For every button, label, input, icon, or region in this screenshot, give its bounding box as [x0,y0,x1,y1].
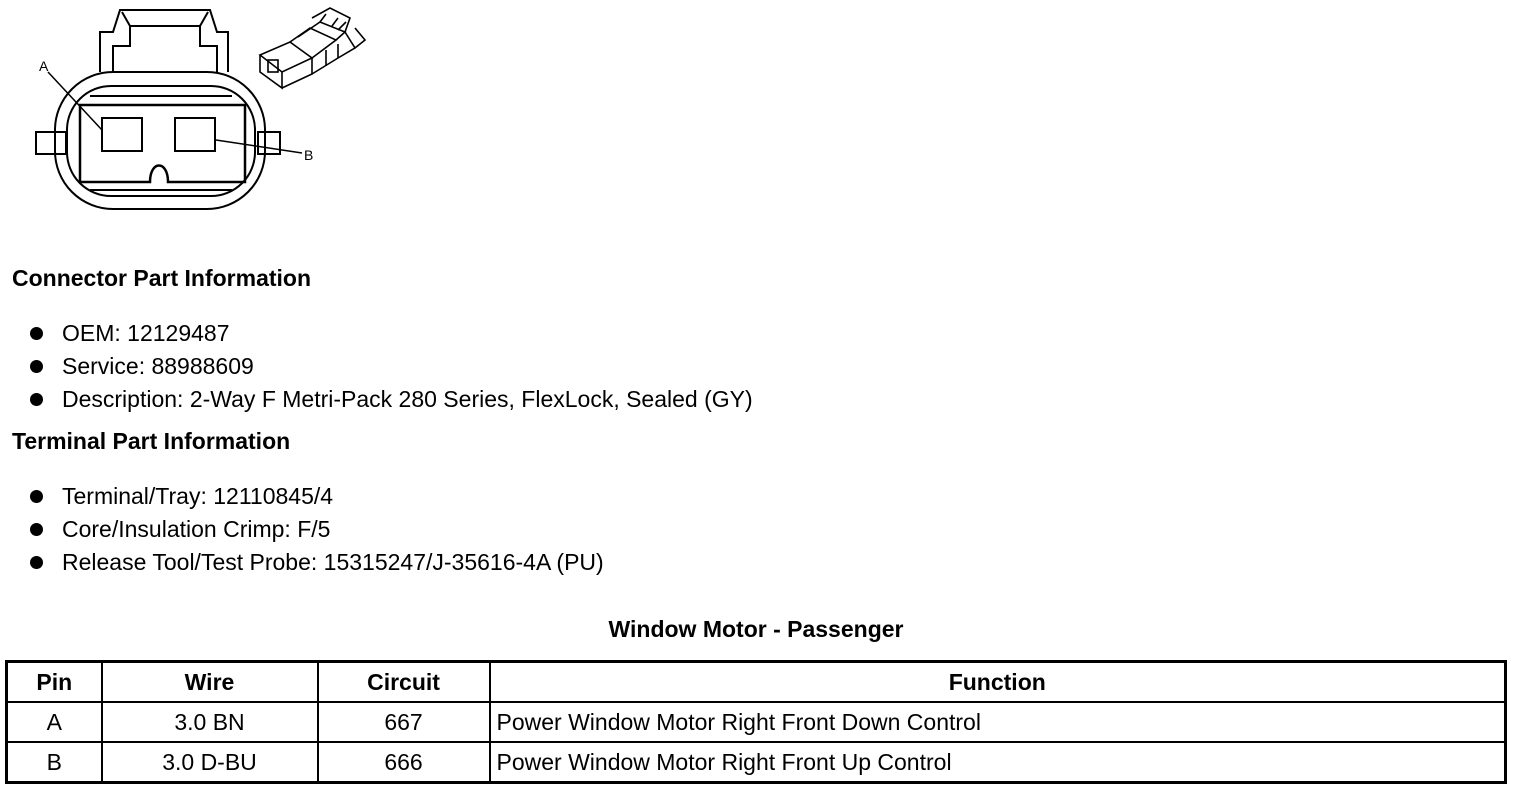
function-cell: Power Window Motor Right Front Down Control [490,702,1506,742]
oem-part-number: OEM: 12129487 [62,320,230,346]
function-column-header: Function [490,662,1506,703]
pin-cell: B [7,742,102,783]
circuit-cell: 666 [318,742,490,783]
table-row [7,742,1506,783]
wire-cell: 3.0 BN [102,702,318,742]
connector-part-heading: Connector Part Information [12,265,312,291]
list-item [28,481,604,514]
release-tool: Release Tool/Test Probe: 15315247/J-35616-4A (PU) [62,549,604,575]
pin-a-callout: A [39,58,49,74]
bullet-icon [30,523,43,536]
terminal-part-list [28,481,604,580]
pin-cell: A [7,702,102,742]
bullet-icon [30,360,43,373]
pin-table-title: Window Motor - Passenger [608,616,904,642]
connector-part-list [28,318,753,417]
service-part-number: Service: 88988609 [62,353,254,379]
bullet-icon [30,327,43,340]
list-item [28,318,753,351]
table-header-row [7,662,1506,703]
pin-table [5,660,1507,784]
bullet-icon [30,393,43,406]
circuit-cell: 667 [318,702,490,742]
crimp-info: Core/Insulation Crimp: F/5 [62,516,331,542]
terminal-b-cavity [175,118,215,151]
pin-column-header: Pin [7,662,102,703]
connector-description: Description: 2-Way F Metri-Pack 280 Series, FlexLock, Sealed (GY) [62,386,753,412]
circuit-column-header: Circuit [318,662,490,703]
wire-column-header: Wire [102,662,318,703]
table-row [7,702,1506,742]
terminal-a-cavity [102,118,142,151]
terminal-part-heading: Terminal Part Information [12,428,291,454]
list-item [28,351,753,384]
bullet-icon [30,490,43,503]
list-item [28,514,604,547]
function-cell: Power Window Motor Right Front Up Control [490,742,1506,783]
connector-face-view [36,10,302,209]
list-item [28,384,753,417]
bullet-icon [30,556,43,569]
connector-diagram [20,0,380,225]
list-item [28,547,604,580]
wire-cell: 3.0 D-BU [102,742,318,783]
pin-b-callout: B [304,147,314,163]
connector-3d-view [260,8,365,88]
terminal-tray: Terminal/Tray: 12110845/4 [62,483,334,509]
